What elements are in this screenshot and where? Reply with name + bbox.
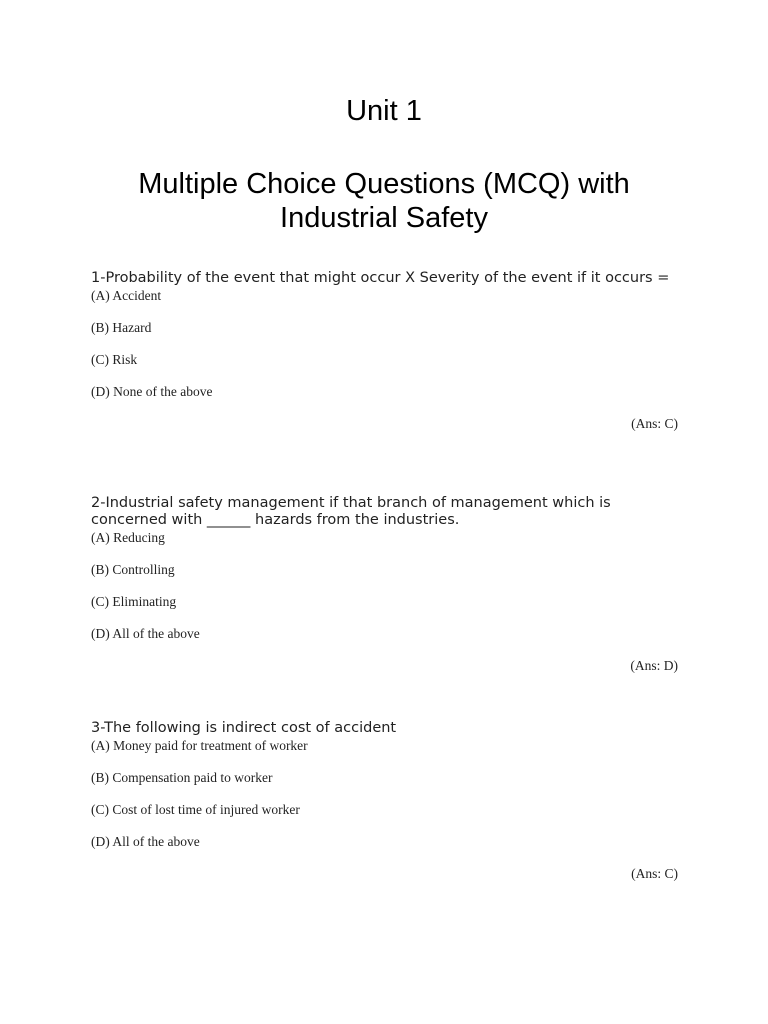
unit-title: Unit 1: [346, 95, 422, 127]
question-text: 2-Industrial safety management if that branch of management which is concerned with ______ hazards from the industries.: [91, 495, 611, 528]
option-a: (A) Accident: [91, 288, 162, 303]
question-2: [91, 495, 691, 674]
question-3: [91, 720, 691, 882]
answer-label: (Ans: D): [630, 658, 678, 673]
option-b: (B) Controlling: [91, 562, 175, 577]
option-d: (D) All of the above: [91, 626, 200, 641]
option-d: (D) None of the above: [91, 384, 213, 399]
option-c: (C) Risk: [91, 352, 138, 367]
option-c: (C) Eliminating: [91, 594, 177, 609]
option-b: (B) Compensation paid to worker: [91, 770, 273, 785]
page-title: Multiple Choice Questions (MCQ) with Industrial Safety: [138, 168, 630, 234]
question-text: 3-The following is indirect cost of accident: [91, 720, 397, 736]
question-1: [91, 270, 691, 432]
answer-label: (Ans: C): [631, 416, 678, 431]
answer-label: (Ans: C): [631, 866, 678, 881]
option-c: (C) Cost of lost time of injured worker: [91, 802, 300, 817]
option-b: (B) Hazard: [91, 320, 152, 335]
question-text: 1-Probability of the event that might occur X Severity of the event if it occurs =: [91, 270, 670, 286]
option-a: (A) Money paid for treatment of worker: [91, 738, 308, 753]
option-d: (D) All of the above: [91, 834, 200, 849]
option-a: (A) Reducing: [91, 530, 165, 545]
